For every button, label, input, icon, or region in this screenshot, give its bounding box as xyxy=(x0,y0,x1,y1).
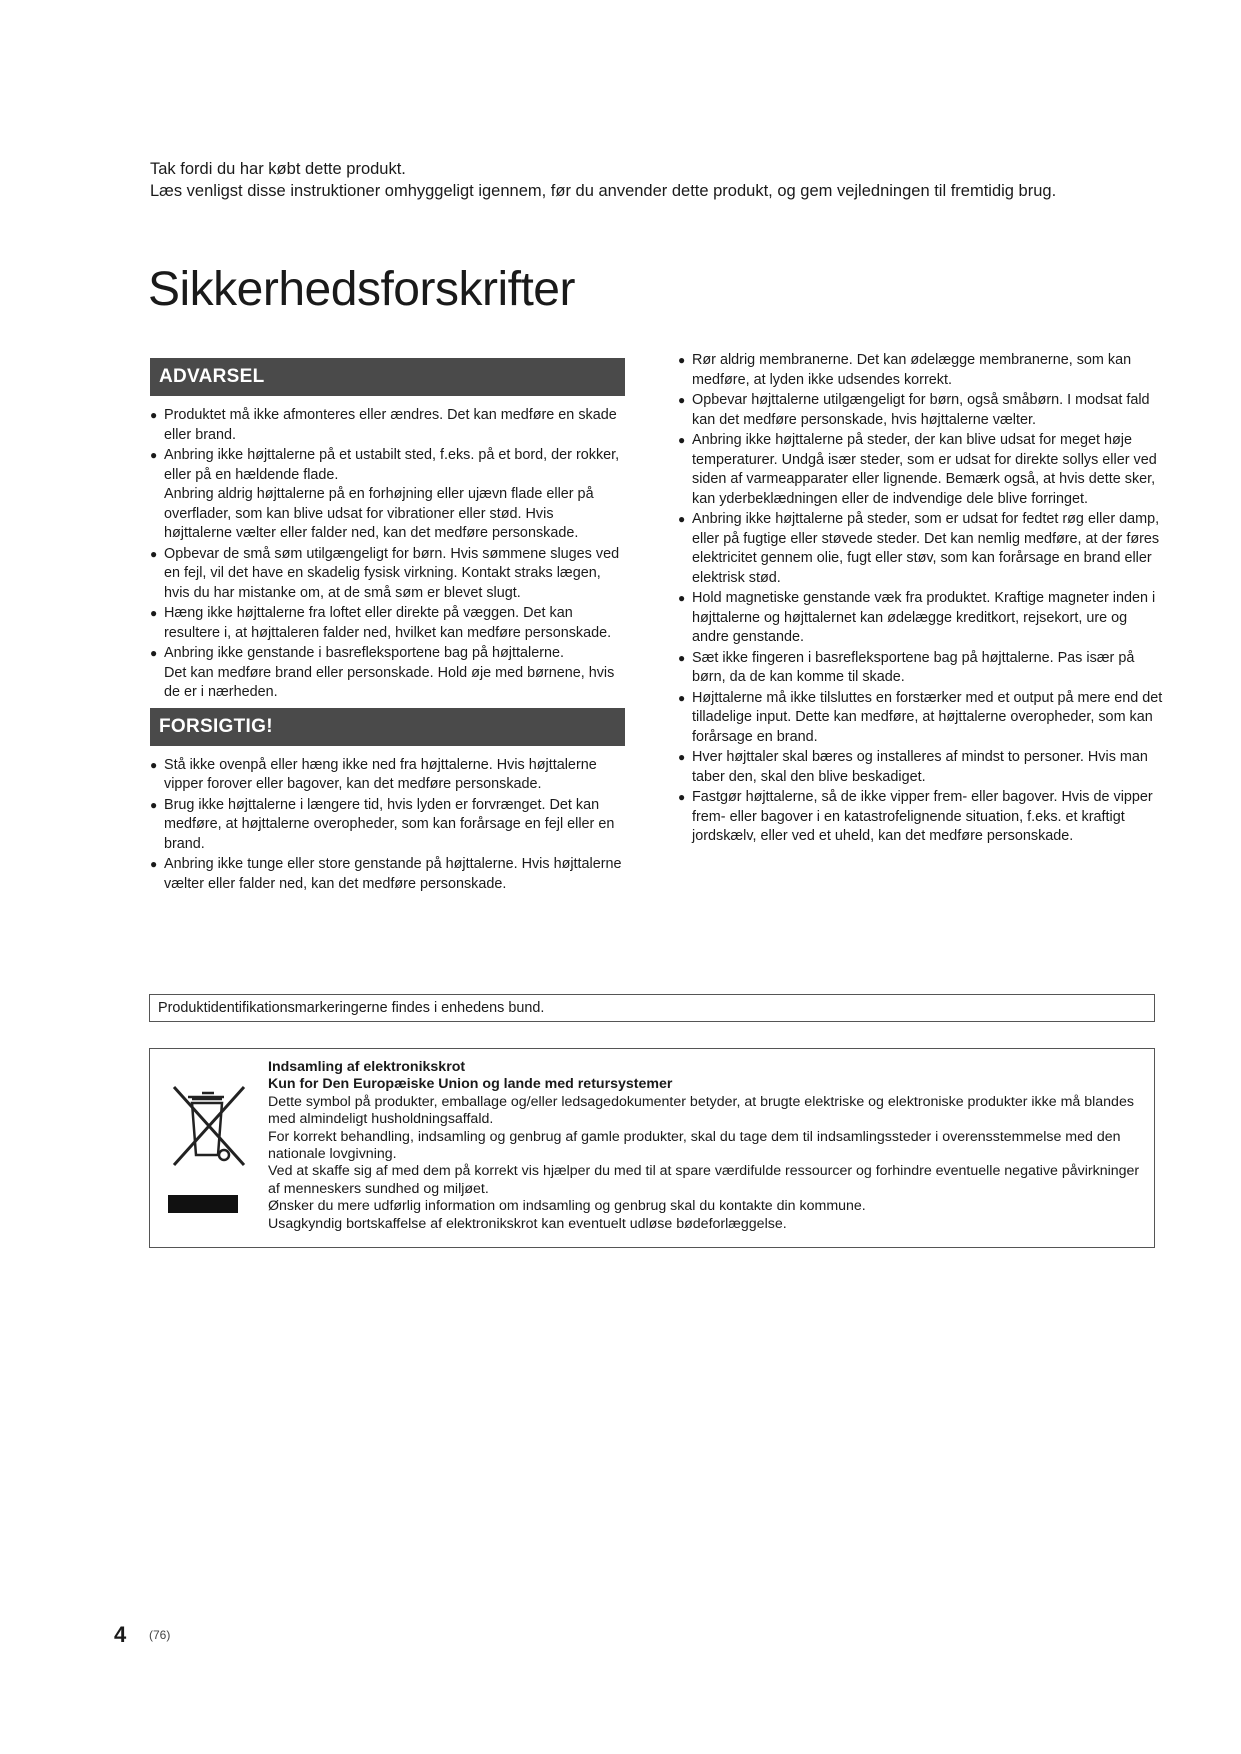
bullet-icon: ● xyxy=(678,650,686,665)
list-item: ● Sæt ikke fingeren i basrefleksportene bag på højttalerne. Pas især på børn, da de kan komme til skade. xyxy=(678,649,1135,685)
crossed-out-wheelie-bin-icon xyxy=(162,1079,256,1169)
list-item: ● Stå ikke ovenpå eller hæng ikke ned fra højttalerne. Hvis højttalerne vipper forover eller bagover, kan det medføre personskade. xyxy=(150,756,597,792)
intro-line-1: Tak fordi du har købt dette produkt. xyxy=(150,160,406,178)
disposal-line: Dette symbol på produkter, emballage og/eller ledsagedokumenter betyder, at brugte elektriske og elektroniske produkter ikke må blandes med almindeligt husholdningsaffald. xyxy=(268,1093,1134,1128)
bullet-icon: ● xyxy=(150,546,158,561)
bullet-icon: ● xyxy=(150,857,158,871)
bullet-icon: ● xyxy=(150,646,158,660)
list-item: ● Anbring ikke tunge eller store genstande på højttalerne. Hvis højttalerne vælter eller falder ned, kan det medføre personskade. xyxy=(150,856,622,892)
bullet-icon: ● xyxy=(678,750,686,764)
left-column xyxy=(150,358,625,895)
safety-list xyxy=(678,351,1165,847)
list-item: ● Hver højttaler skal bæres og installeres af mindst to personer. Hvis man taber den, skal den blive beskadiget. xyxy=(678,749,1148,785)
warning-list xyxy=(150,406,625,703)
bullet-icon: ● xyxy=(678,393,686,407)
bullet-icon: ● xyxy=(150,408,158,422)
disposal-line: Ønsker du mere udførlig information om indsamling og genbrug skal du kontakte din kommune. xyxy=(268,1198,866,1215)
list-item: ● Anbring ikke højttalerne på steder, der kan blive udsat for meget høje temperaturer. Undgå især steder, som er udsat for direkte sollys eller ved siden af varmeapparater eller lignende. Bemærk også, at hvis dette sker, kan yderbeklædningen eller de indvendige dele blive forringet. xyxy=(678,432,1157,507)
marking-bar xyxy=(168,1195,238,1213)
bullet-icon: ● xyxy=(678,790,686,804)
list-item: ● Rør aldrig membranerne. Det kan ødelægge membranerne, som kan medføre, at lyden ikke udsendes korrekt. xyxy=(678,352,1132,388)
bullet-icon: ● xyxy=(150,448,158,462)
list-item: ● Brug ikke højttalerne i længere tid, hvis lyden er forvrænget. Det kan medføre, at højttalerne overopheder, som kan forårsage en fejl eller en brand. xyxy=(150,796,615,852)
list-item: ● Produktet må ikke afmonteres eller ændres. Det kan medføre en skade eller brand. xyxy=(150,407,617,443)
list-item: ● Fastgør højttalerne, så de ikke vipper frem- eller bagover. Hvis de vipper frem- eller bagover i en katastrofelignende situation, f.eks. et kraftigt jordskælv, eller ved et uheld, kan det medføre personskade. xyxy=(678,789,1153,844)
caution-heading: FORSIGTIG! xyxy=(150,708,625,746)
bullet-icon: ● xyxy=(678,690,686,705)
bullet-icon: ● xyxy=(150,797,158,812)
disposal-title-2: Kun for Den Europæiske Union og lande med retursystemer xyxy=(268,1076,673,1093)
right-column xyxy=(678,351,1165,848)
page-reference: (76) xyxy=(149,1628,171,1642)
list-item: ● Højttalerne må ikke tilsluttes en forstærker med et output på mere end det tilladelige input. Dette kan medføre, at højttalerne overopheder, som kan forårsage en brand. xyxy=(678,689,1163,745)
page-number: 4 xyxy=(114,1622,127,1647)
list-item: ● Hold magnetiske genstande væk fra produktet. Kraftige magneter inden i højttalerne og højttalernet kan ødelægge kreditkort, rejsekort, ure og andre genstande. xyxy=(678,590,1156,645)
disposal-line: For korrekt behandling, indsamling og genbrug af gamle produkter, skal du tage dem til indsamlingssteder i overensstemmelse med den nationale lovgivning. xyxy=(268,1128,1121,1163)
list-item: ● Opbevar højttalerne utilgængeligt for børn, også småbørn. I modsat fald kan det medføre personskade, hvis højttalerne vælter. xyxy=(678,392,1150,428)
caution-list xyxy=(150,756,625,895)
intro-text xyxy=(150,158,1150,202)
page-title: Sikkerhedsforskrifter xyxy=(148,263,575,316)
list-item: ● Anbring ikke genstande i basrefleksportene bag på højttalerne. Det kan medføre brand eller personskade. Hold øje med børnene, hvis de er i nærheden. xyxy=(150,645,615,700)
disposal-line: Ved at skaffe sig af med dem på korrekt vis hjælper du med til at spare værdifulde ressourcer og forhindre eventuelle negative påvirkninger af menneskers sundhed og miljøet. xyxy=(268,1163,1140,1197)
bullet-icon: ● xyxy=(150,606,158,620)
disposal-line: Usagkyndig bortskaffelse af elektronikskrot kan eventuelt udløse bødeforlæggelse. xyxy=(268,1215,787,1232)
identification-note: Produktidentifikationsmarkeringerne findes i enhedens bund. xyxy=(149,994,1155,1022)
intro-line-2: Læs venligst disse instruktioner omhyggeligt igennem, før du anvender dette produkt, og gem vejledningen til fremtidig brug. xyxy=(150,182,1057,200)
disposal-text xyxy=(268,1059,1148,1233)
list-item: ● Anbring ikke højttalerne på et ustabilt sted, f.eks. på et bord, der rokker, eller på en hældende flade. Anbring aldrig højttalerne på en forhøjning eller ujævn flade eller på overflader, som kan blive udsat for vibrationer eller stød. Hvis højttalerne vælter eller falder ned, kan det medføre personskade. xyxy=(150,447,620,541)
disposal-title-1: Indsamling af elektronikskrot xyxy=(268,1059,466,1075)
list-item: ● Anbring ikke højttalerne på steder, som er udsat for fedtet røg eller damp, eller på fugtige eller støvede steder. Det kan nemlig medføre, at der føres elektricitet gennem olie, fugt eller støv, som kan forårsage en brand eller elektrisk stød. xyxy=(678,511,1160,586)
bullet-icon: ● xyxy=(678,433,686,447)
bullet-icon: ● xyxy=(678,591,686,605)
bullet-icon: ● xyxy=(150,757,158,772)
list-item: ● Opbevar de små søm utilgængeligt for børn. Hvis sømmene sluges ved en fejl, vil det have en skadelig fysisk virkning. Kontakt straks lægen, hvis du har mistanke om, at de små søm er blevet slugt. xyxy=(150,545,620,601)
bullet-icon: ● xyxy=(678,353,686,367)
list-item: ● Hæng ikke højttalerne fra loftet eller direkte på væggen. Det kan resultere i, at højttaleren falder ned, hvilket kan medføre personskade. xyxy=(150,605,612,641)
warning-heading: ADVARSEL xyxy=(150,358,625,396)
disposal-notice xyxy=(149,1048,1155,1248)
bullet-icon: ● xyxy=(678,512,686,526)
